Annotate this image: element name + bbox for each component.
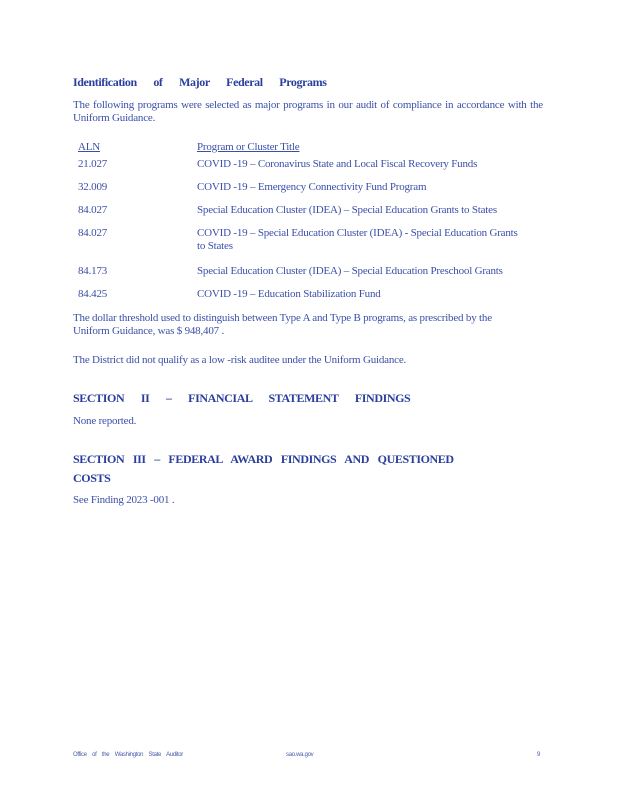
- aln-cell: 84.027: [78, 204, 108, 216]
- table-row: [78, 204, 548, 223]
- threshold-paragraph: The dollar threshold used to distinguish between Type A and Type B programs, as prescribed by the Uniform Guidance, was $ 948,407 .: [73, 312, 492, 337]
- aln-cell: 21.027: [78, 158, 108, 170]
- section-2-heading: SECTION II – FINANCIAL STATEMENT FINDINGS: [73, 391, 411, 405]
- section-2-body: None reported.: [73, 415, 137, 427]
- footer-website: sao.wa.gov: [286, 752, 314, 758]
- section-3-body: See Finding 2023 -001 .: [73, 494, 175, 506]
- table-header-row: [78, 141, 548, 154]
- program-title-cell: Special Education Cluster (IDEA) – Special Education Grants to States: [197, 204, 497, 216]
- major-programs-table: [78, 141, 548, 301]
- aln-cell: 84.027: [78, 227, 108, 239]
- program-title-cell: COVID -19 – Emergency Connectivity Fund Program: [197, 181, 427, 193]
- auditee-paragraph: The District did not qualify as a low -risk auditee under the Uniform Guidance.: [73, 354, 407, 366]
- program-title-column-header: Program or Cluster Title: [197, 141, 300, 153]
- footer-office: Office of the Washington State Auditor: [73, 752, 183, 758]
- program-title-cell: COVID -19 – Education Stabilization Fund: [197, 288, 381, 300]
- major-programs-intro: The following programs were selected as major programs in our audit of compliance in accordance with the Uniform Guidance.: [73, 99, 543, 124]
- table-row: [78, 288, 548, 301]
- program-title-cell: Special Education Cluster (IDEA) – Special Education Preschool Grants: [197, 265, 503, 277]
- aln-cell: 84.173: [78, 265, 108, 277]
- table-row: [78, 158, 548, 177]
- aln-cell: 84.425: [78, 288, 108, 300]
- program-title-cell: COVID -19 – Special Education Cluster (IDEA) - Special Education Grants to States: [197, 227, 518, 252]
- aln-column-header: ALN: [78, 141, 101, 153]
- section-3-heading-continued: COSTS: [73, 471, 111, 485]
- table-row: [78, 227, 548, 261]
- section-3-heading: SECTION III – FEDERAL AWARD FINDINGS AND QUESTIONED: [73, 452, 454, 466]
- table-row: [78, 265, 548, 284]
- table-row: [78, 181, 548, 200]
- aln-cell: 32.009: [78, 181, 108, 193]
- major-programs-heading: Identification of Major Federal Programs: [73, 75, 327, 89]
- program-title-cell: COVID -19 – Coronavirus State and Local Fiscal Recovery Funds: [197, 158, 478, 170]
- footer-page-number: 9: [537, 752, 541, 758]
